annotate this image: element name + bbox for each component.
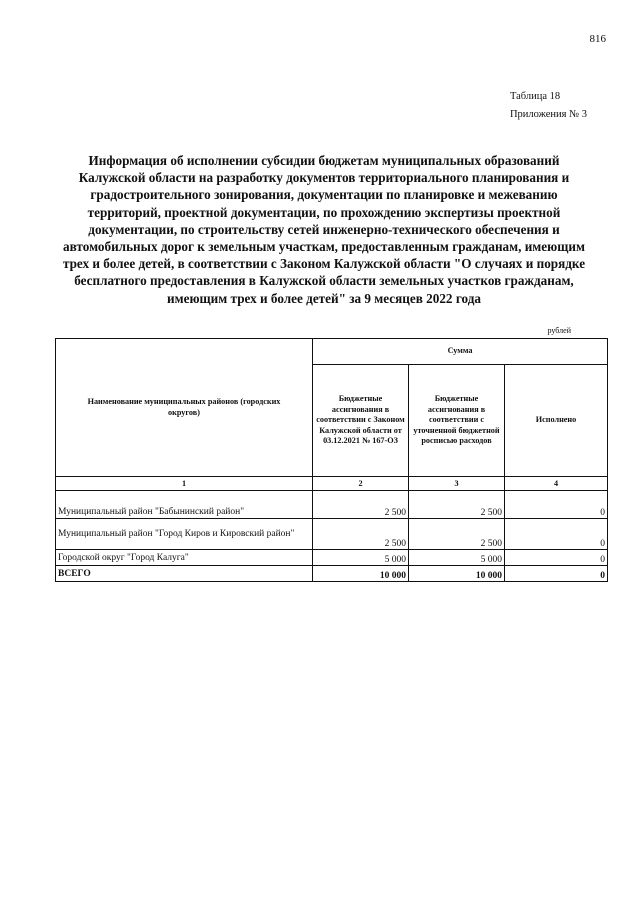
row-refined-value: 2 500 [409,519,505,550]
table-row [56,519,608,550]
column-number: 4 [505,477,608,491]
row-refined-value: 2 500 [409,491,505,519]
column-number: 1 [56,477,313,491]
table-ref-line1: Таблица 18 [509,91,561,102]
column-number: 3 [409,477,505,491]
row-name: Городской округ "Город Калуга" [56,550,313,566]
row-executed-value: 0 [505,491,608,519]
header-name-column: Наименование муниципальных районов (городских округов) [56,339,313,477]
total-refined-value: 10 000 [409,566,505,582]
header-refined-allocation: Бюджетные ассигнования в соответствии с уточненной бюджетной росписью расходов [409,365,505,477]
row-name: Муниципальный район "Город Киров и Кировский район" [56,519,313,550]
document-title: Информация об исполнении субсидии бюджетам муниципальных образований Калужской области на разработку документов территориального планирования и градостроительного зонирования, документации по планировке и межеванию территорий, проектной документации, по прохождению экспертизы проектной документации, по строительству сетей инженерно-технического обеспечения и автомобильных дорог к земельным участкам, предоставленным гражданам, имеющим трех и более детей, в соответствии с Законом Калужской области "О случаях и порядке бесплатного предоставления в Калужской области земельных участков гражданам, имеющим трех и более детей" за 9 месяцев 2022 года [62,153,586,306]
total-label: ВСЕГО [56,566,313,582]
total-law-value: 10 000 [313,566,409,582]
table-reference [510,88,587,124]
column-number-row [56,477,608,491]
row-executed-value: 0 [505,550,608,566]
unit-label: рублей [547,326,571,335]
table-row [56,491,608,519]
row-executed-value: 0 [505,519,608,550]
row-refined-value: 5 000 [409,550,505,566]
header-sum: Сумма [313,339,608,365]
table-ref-line2: Приложения № 3 [509,109,587,120]
row-law-value: 5 000 [313,550,409,566]
table-row [56,550,608,566]
column-number: 2 [313,477,409,491]
row-law-value: 2 500 [313,491,409,519]
subsidy-table [55,338,608,582]
header-executed: Исполнено [505,365,608,477]
page-number: 816 [589,33,606,45]
row-name: Муниципальный район "Бабынинский район" [56,491,313,519]
total-executed-value: 0 [505,566,608,582]
row-law-value: 2 500 [313,519,409,550]
total-row [56,566,608,582]
header-law-allocation: Бюджетные ассигнования в соответствии с Законом Калужской области от 03.12.2021 № 167-ОЗ [313,365,409,477]
